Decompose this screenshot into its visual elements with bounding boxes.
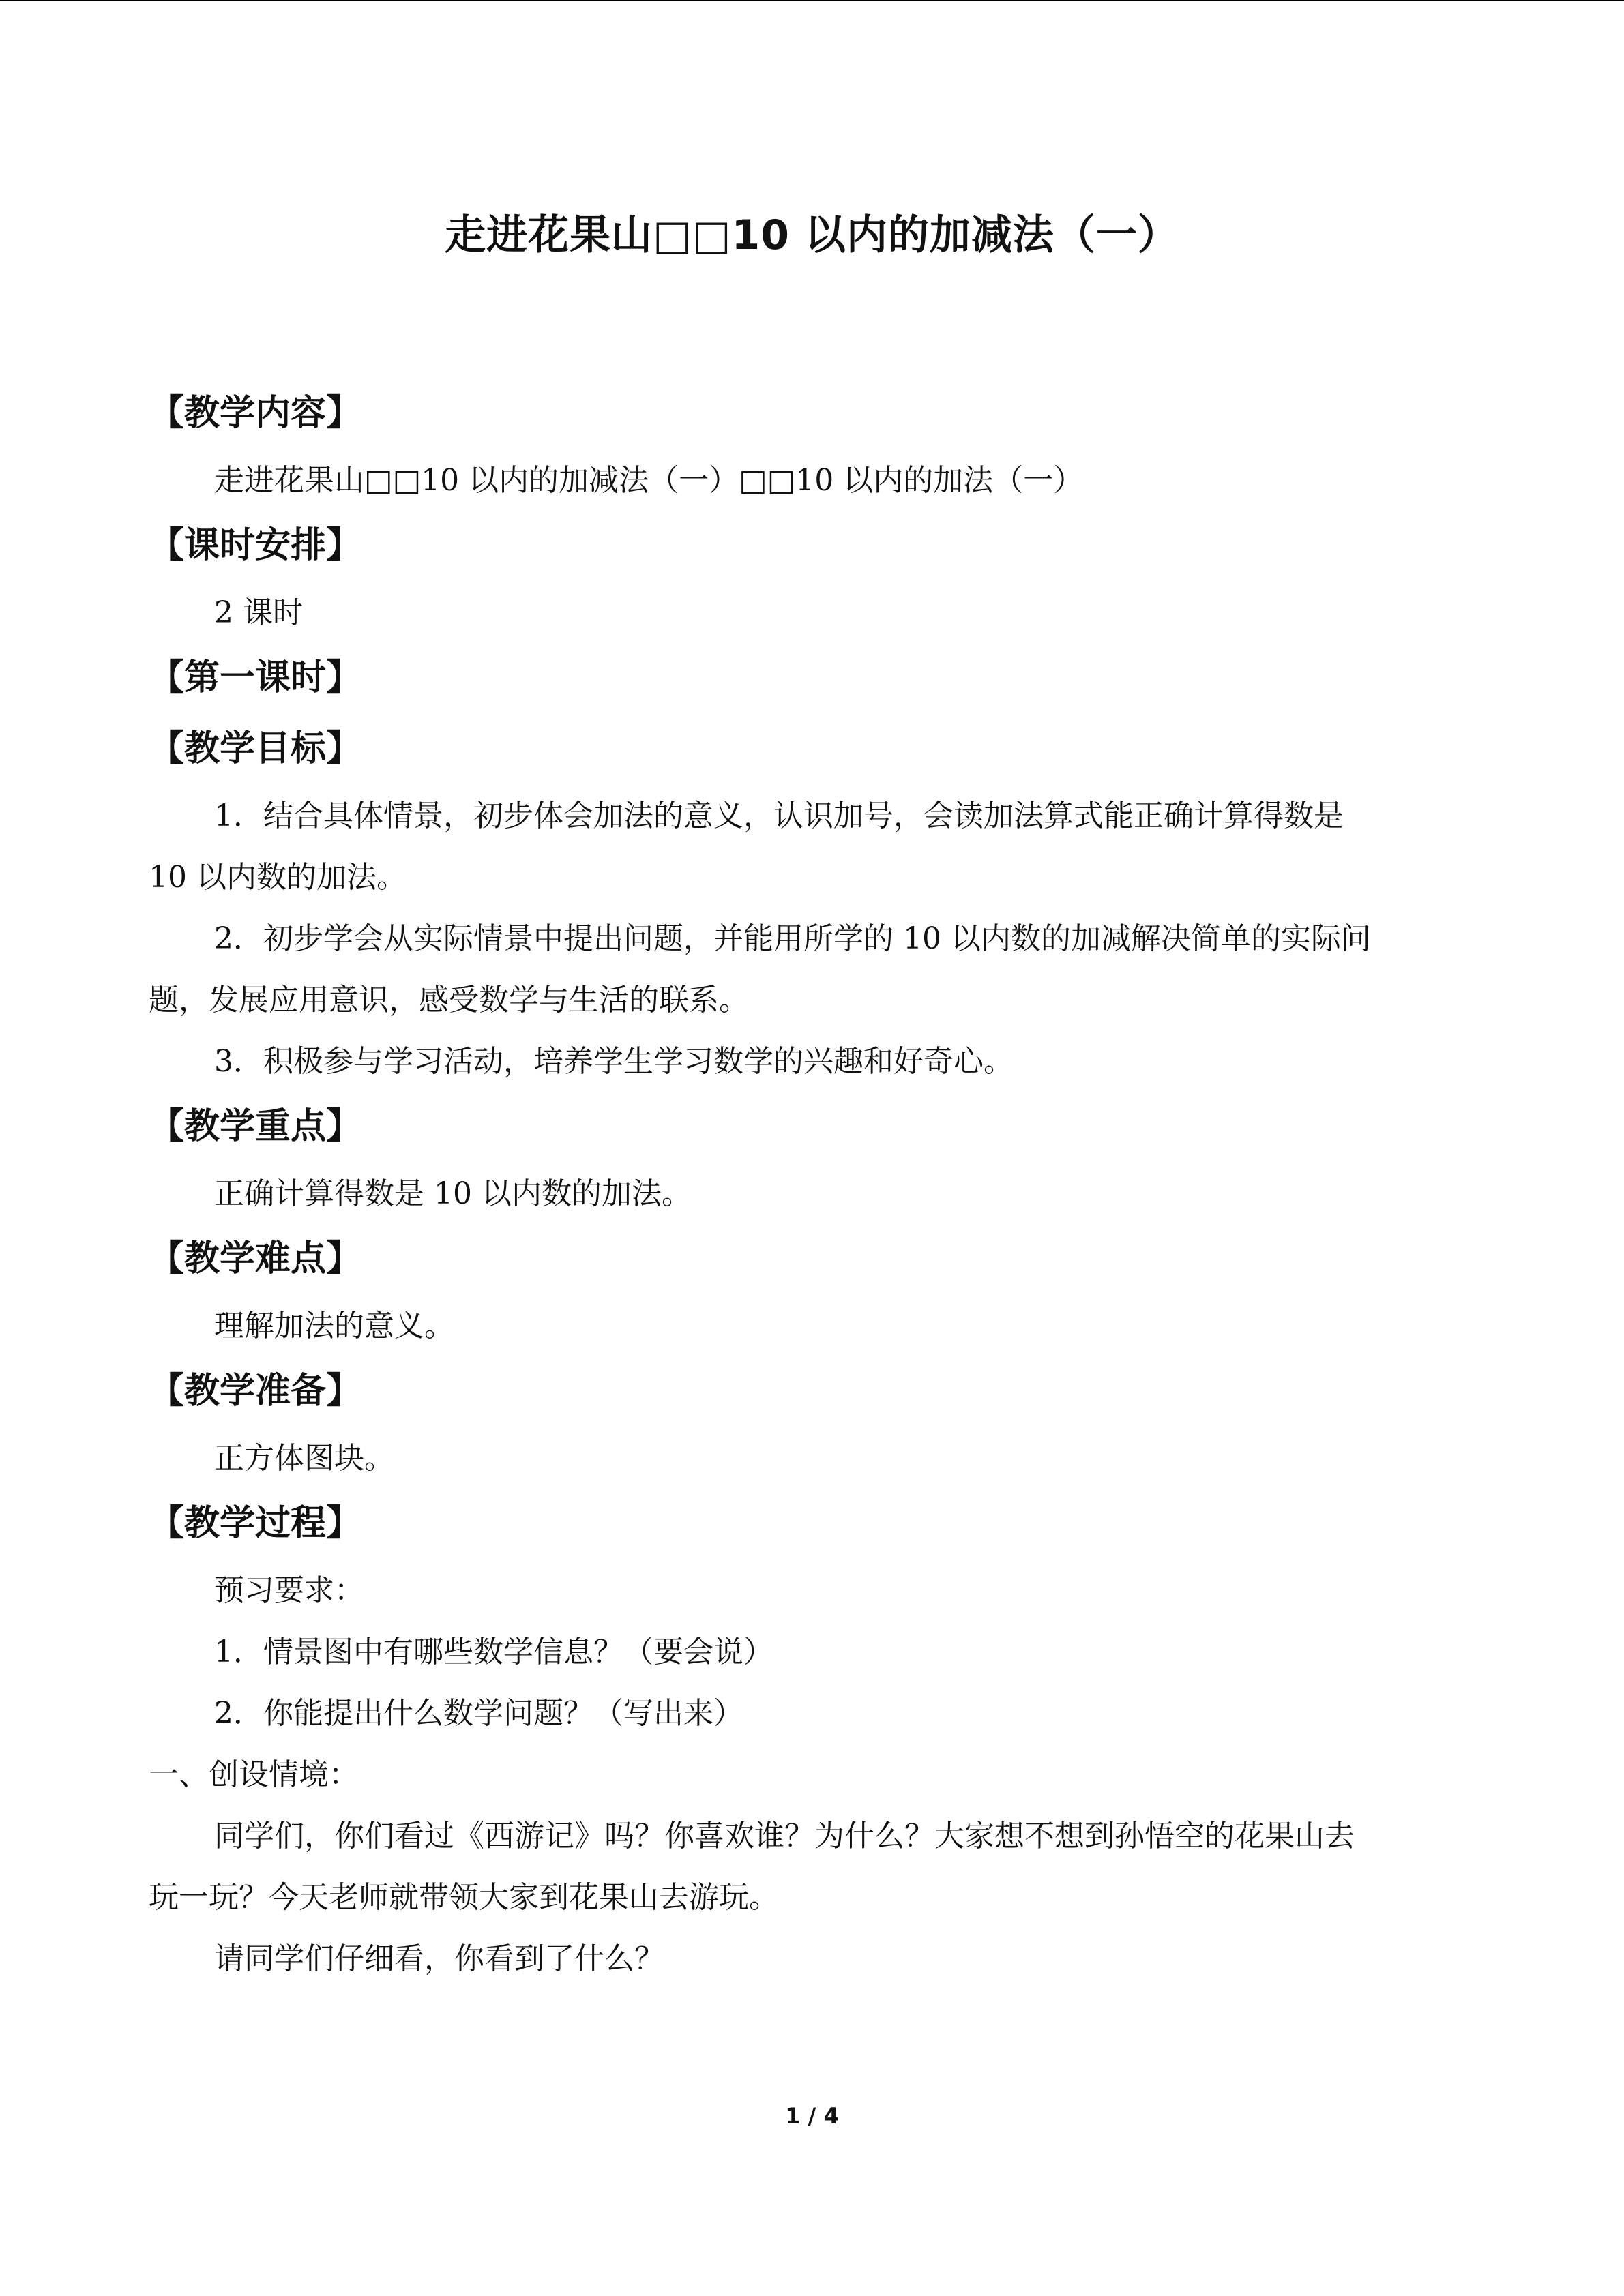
goal-item-2-continued: 题，发展应用意识，感受数学与生活的联系。 [149, 983, 749, 1017]
step-1-heading: 一、创设情境： [149, 1757, 359, 1792]
preview-item-1: 1．情景图中有哪些数学信息？（要会说） [214, 1635, 773, 1669]
step-1-paragraph-1: 同学们，你们看过《西游记》吗？你喜欢谁？为什么？大家想不想到孙悟空的花果山去 [214, 1819, 1355, 1853]
preview-item-2: 2．你能提出什么数学问题？（写出来） [214, 1696, 743, 1731]
schedule-text: 2 课时 [214, 595, 303, 630]
preparation-text: 正方体图块。 [214, 1441, 394, 1476]
goal-item-1-continued: 10 以内数的加法。 [149, 860, 407, 895]
step-1-paragraph-1-continued: 玩一玩？今天老师就带领大家到花果山去游玩。 [149, 1880, 779, 1915]
teaching-content-text: 走进花果山□□10 以内的加减法（一）□□10 以内的加法（一） [214, 463, 1084, 498]
heading-teaching-content: 【教学内容】 [149, 393, 362, 434]
document-title: 走进花果山□□10 以内的加减法（一） [445, 211, 1179, 259]
step-1-paragraph-2: 请同学们仔细看，你看到了什么？ [214, 1941, 664, 1976]
page-number: 1 / 4 [785, 2103, 839, 2129]
key-point-text: 正确计算得数是 10 以内数的加法。 [214, 1176, 692, 1211]
heading-key-point: 【教学重点】 [149, 1106, 362, 1147]
document-body [149, 379, 1458, 1990]
preview-label: 预习要求： [214, 1573, 364, 1608]
goal-item-2: 2．初步学会从实际情景中提出问题，并能用所学的 10 以内数的加减解决简单的实际问 [214, 921, 1371, 956]
goal-item-1: 1．结合具体情景，初步体会加法的意义，认识加号，会读加法算式能正确计算得数是 [214, 799, 1344, 833]
goal-item-3: 3．积极参与学习活动，培养学生学习数学的兴趣和好奇心。 [214, 1044, 1014, 1079]
heading-preparation: 【教学准备】 [149, 1371, 362, 1412]
heading-teaching-process: 【教学过程】 [149, 1503, 362, 1544]
heading-teaching-goals: 【教学目标】 [149, 728, 362, 769]
difficulty-text: 理解加法的意义。 [214, 1309, 454, 1343]
heading-schedule: 【课时安排】 [149, 525, 362, 566]
heading-first-lesson: 【第一课时】 [149, 657, 362, 698]
heading-difficulty: 【教学难点】 [149, 1238, 362, 1279]
